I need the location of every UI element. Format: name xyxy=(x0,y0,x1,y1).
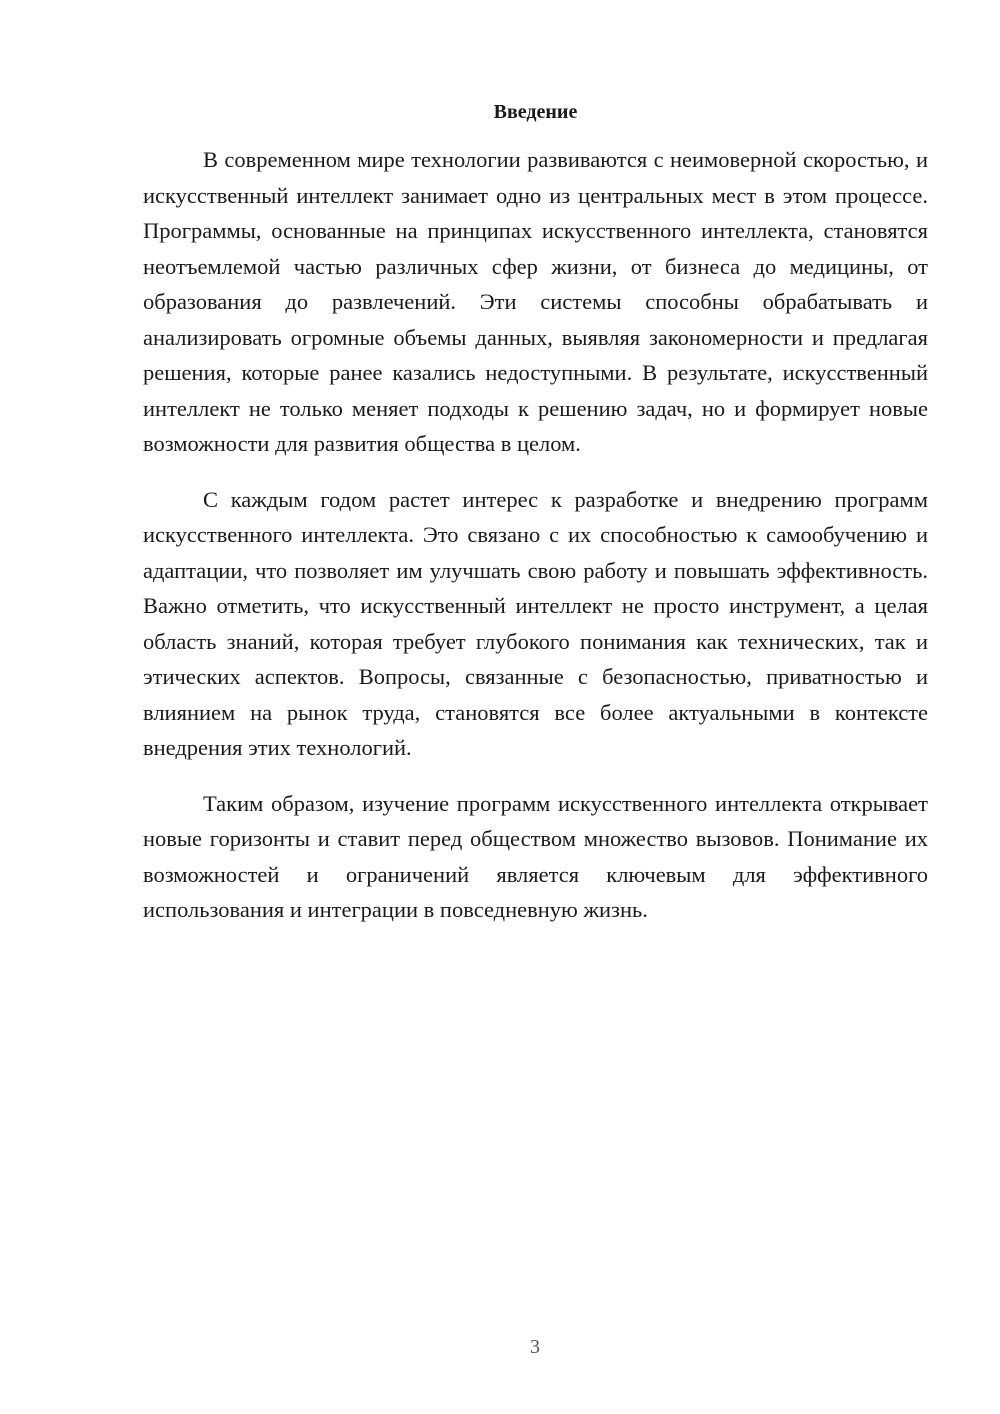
page-number: 3 xyxy=(530,1336,540,1358)
paragraph-1: В современном мире технологии развиваются с неимоверной скоростью, и искусственный интеллект занимает одно из центральных мест в этом процессе. Программы, основанные на принципах искусственного интеллекта, становятся неотъемлемой частью различных сфер жизни, от бизнеса до медицины, от образования до развлечений. Эти системы способны обрабатывать и анализировать огромные объемы данных, выявляя закономерности и предлагая решения, которые ранее казались недоступными. В результате, искусственный интеллект не только меняет подходы к решению задач, но и формирует новые возможности для развития общества в целом. xyxy=(143,147,928,456)
page-title: Введение xyxy=(493,101,578,123)
paragraph-2: С каждым годом растет интерес к разработке и внедрению программ искусственного интеллекта. Это связано с их способностью к самообучению и адаптации, что позволяет им улучшать свою работу и повышать эффективность. Важно отметить, что искусственный интеллект не просто инструмент, а целая область знаний, которая требует глубокого понимания как технических, так и этических аспектов. Вопросы, связанные с безопасностью, приватностью и влиянием на рынок труда, становятся все более актуальными в контексте внедрения этих технологий. xyxy=(143,486,928,760)
paragraph-3: Таким образом, изучение программ искусственного интеллекта открывает новые горизонты и ставит перед обществом множество вызовов. Понимание их возможностей и ограничений является ключевым для эффективного использования и интеграции в повседневную жизнь. xyxy=(143,790,928,922)
body-text xyxy=(143,142,928,948)
